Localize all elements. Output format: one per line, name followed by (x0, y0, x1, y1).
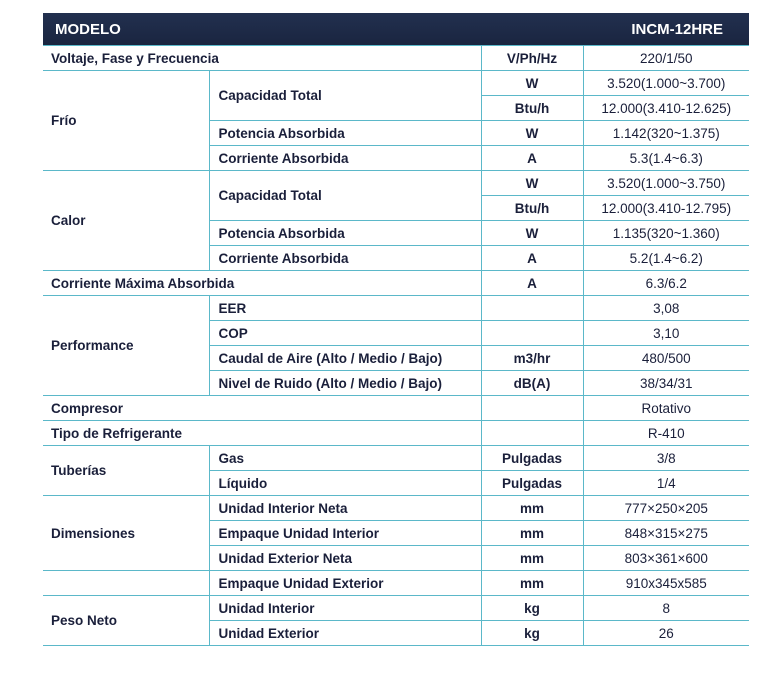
frio-cap-btu-value: 12.000(3.410-12.625) (583, 96, 749, 121)
calor-label: Calor (43, 171, 209, 271)
performance-label: Performance (43, 296, 209, 396)
dim-ext-unit: mm (481, 546, 583, 571)
refrigerante-unit (481, 421, 583, 446)
calor-cor-label: Corriente Absorbida (209, 246, 481, 271)
row-peso-int (43, 596, 749, 621)
calor-cap-w-value: 3.520(1.000~3.750) (583, 171, 749, 196)
frio-label: Frío (43, 71, 209, 171)
eer-label: EER (209, 296, 481, 321)
dim-int-label: Unidad Interior Neta (209, 496, 481, 521)
voltaje-label: Voltaje, Fase y Frecuencia (43, 46, 481, 71)
ruido-unit: dB(A) (481, 371, 583, 396)
calor-cap-w-unit: W (481, 171, 583, 196)
corriente-max-unit: A (481, 271, 583, 296)
row-corriente-max (43, 271, 749, 296)
ruido-label: Nivel de Ruido (Alto / Medio / Bajo) (209, 371, 481, 396)
row-eer (43, 296, 749, 321)
dim-emp-int-label: Empaque Unidad Interior (209, 521, 481, 546)
dim-int-value: 777×250×205 (583, 496, 749, 521)
gas-unit: Pulgadas (481, 446, 583, 471)
liquido-unit: Pulgadas (481, 471, 583, 496)
calor-pot-value: 1.135(320~1.360) (583, 221, 749, 246)
dimensiones-label: Dimensiones (43, 496, 209, 571)
gas-value: 3/8 (583, 446, 749, 471)
voltaje-value: 220/1/50 (583, 46, 749, 71)
frio-cap-w-unit: W (481, 71, 583, 96)
frio-cap-w-value: 3.520(1.000~3.700) (583, 71, 749, 96)
dim-emp-int-value: 848×315×275 (583, 521, 749, 546)
caudal-value: 480/500 (583, 346, 749, 371)
peso-int-label: Unidad Interior (209, 596, 481, 621)
peso-int-unit: kg (481, 596, 583, 621)
ruido-value: 38/34/31 (583, 371, 749, 396)
calor-cor-unit: A (481, 246, 583, 271)
dim-ext-label: Unidad Exterior Neta (209, 546, 481, 571)
compresor-unit (481, 396, 583, 421)
frio-pot-label: Potencia Absorbida (209, 121, 481, 146)
frio-cor-value: 5.3(1.4~6.3) (583, 146, 749, 171)
voltaje-unit: V/Ph/Hz (481, 46, 583, 71)
corriente-max-label: Corriente Máxima Absorbida (43, 271, 481, 296)
frio-cap-btu-unit: Btu/h (481, 96, 583, 121)
caudal-unit: m3/hr (481, 346, 583, 371)
dim-int-unit: mm (481, 496, 583, 521)
spec-sheet (43, 13, 749, 646)
liquido-value: 1/4 (583, 471, 749, 496)
caudal-label: Caudal de Aire (Alto / Medio / Bajo) (209, 346, 481, 371)
row-compresor (43, 396, 749, 421)
spec-table (43, 45, 749, 646)
row-calor-cap-w (43, 171, 749, 196)
gas-label: Gas (209, 446, 481, 471)
calor-pot-unit: W (481, 221, 583, 246)
dim-emp-int-unit: mm (481, 521, 583, 546)
frio-pot-value: 1.142(320~1.375) (583, 121, 749, 146)
peso-ext-unit: kg (481, 621, 583, 646)
peso-int-value: 8 (583, 596, 749, 621)
frio-pot-unit: W (481, 121, 583, 146)
calor-cap-btu-value: 12.000(3.410-12.795) (583, 196, 749, 221)
calor-cap-btu-unit: Btu/h (481, 196, 583, 221)
model-header (43, 13, 749, 45)
cop-unit (481, 321, 583, 346)
row-frio-cap-w (43, 71, 749, 96)
frio-cap-label: Capacidad Total (209, 71, 481, 121)
dim-emp-ext-blank (43, 571, 209, 596)
dim-ext-value: 803×361×600 (583, 546, 749, 571)
row-voltaje (43, 46, 749, 71)
frio-cor-label: Corriente Absorbida (209, 146, 481, 171)
calor-pot-label: Potencia Absorbida (209, 221, 481, 246)
refrigerante-value: R-410 (583, 421, 749, 446)
cop-value: 3,10 (583, 321, 749, 346)
eer-value: 3,08 (583, 296, 749, 321)
dim-emp-ext-label: Empaque Unidad Exterior (209, 571, 481, 596)
row-gas (43, 446, 749, 471)
row-dim-emp-ext (43, 571, 749, 596)
refrigerante-label: Tipo de Refrigerante (43, 421, 481, 446)
peso-label: Peso Neto (43, 596, 209, 646)
dim-emp-ext-unit: mm (481, 571, 583, 596)
calor-cor-value: 5.2(1.4~6.2) (583, 246, 749, 271)
dim-emp-ext-value: 910x345x585 (583, 571, 749, 596)
row-refrigerante (43, 421, 749, 446)
liquido-label: Líquido (209, 471, 481, 496)
peso-ext-label: Unidad Exterior (209, 621, 481, 646)
row-dim-int (43, 496, 749, 521)
frio-cor-unit: A (481, 146, 583, 171)
peso-ext-value: 26 (583, 621, 749, 646)
compresor-value: Rotativo (583, 396, 749, 421)
calor-cap-label: Capacidad Total (209, 171, 481, 221)
tuberias-label: Tuberías (43, 446, 209, 496)
cop-label: COP (209, 321, 481, 346)
model-label: MODELO (55, 20, 121, 38)
compresor-label: Compresor (43, 396, 481, 421)
corriente-max-value: 6.3/6.2 (583, 271, 749, 296)
eer-unit (481, 296, 583, 321)
model-value: INCM-12HRE (631, 20, 723, 38)
